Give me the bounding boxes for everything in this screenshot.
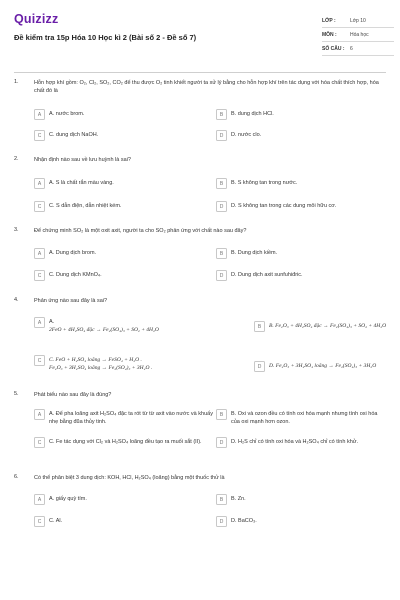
option-letter: B [216,494,227,505]
question-text: Nhận định nào sau về lưu huỳnh là sai? [34,157,131,163]
option-letter: C [34,437,45,448]
option-letter: C [34,130,45,141]
question-number: 5. [14,391,19,397]
meta-value: Lớp 10 [350,17,366,24]
option-a[interactable] [34,317,254,339]
option-text: D. Dung dịch axit sunfuhiđric. [231,272,303,278]
question-number: 6. [14,474,19,480]
question-text: Phát biểu nào sau đây là đúng? [34,392,112,398]
option-letter: A [34,248,45,259]
meta-label: SỐ CÂU : [322,45,345,52]
option-letter: C [34,270,45,281]
option-text: C. dung dịch NaOH. [49,132,99,138]
option-c[interactable] [34,355,254,377]
option-letter: A [34,317,45,328]
document-title: Đề kiểm tra 15p Hóa 10 Học kì 2 (Bài số 2 - Đề số 7) [14,33,197,42]
option-text: B. S không tan trong nước. [231,180,298,186]
option-text: C. Al. [49,518,63,524]
header-divider [14,72,386,73]
meta-value: Hóa học [350,31,369,38]
option-text: D. BaCO₃. [231,518,257,524]
meta-row-subject [322,28,394,42]
option-letter: C [34,201,45,212]
option-letter: A [34,409,45,420]
question-number: 4. [14,297,19,303]
question-text: Để chứng minh SO₂ là một oxit axit, người ta cho SO₂ phản ứng với chất nào sau đây? [34,228,247,234]
meta-row-count [322,42,394,56]
option-text: B. Oxi và ozon đều có tính oxi hóa mạnh nhưng tính oxi hóa của oxi mạnh hơn ozon. [231,411,378,425]
option-text: C. S dẫn điện, dẫn nhiệt kém. [49,203,122,209]
meta-value: 6 [350,45,353,52]
option-letter: A [34,494,45,505]
option-a[interactable] [34,409,214,429]
option-c[interactable] [34,130,98,141]
option-c[interactable] [34,516,62,527]
option-c[interactable] [34,201,121,212]
option-letter: D [254,361,265,372]
option-text: C. FeO + H₂SO₄ loãng → FeSO₄ + H₂O . [49,357,142,363]
question-text: Phản ứng nào sau đây là sai? [34,298,108,304]
option-letter: C [34,516,45,527]
option-letter: A [34,109,45,120]
option-letter: C [34,355,45,366]
option-text: B. Fe₂O₃ + 4H₂SO₄ đặc → Fe₂(SO₄)₃ + SO₂ + 4H₂O [269,323,386,329]
option-text: B. dung dịch HCl. [231,111,274,117]
option-b[interactable] [216,494,246,505]
option-a[interactable] [34,248,96,259]
option-letter: D [216,270,227,281]
option-letter: B [216,409,227,420]
option-text: B. Dung dịch kiềm. [231,250,278,256]
option-text: D. nước clo. [231,132,262,138]
option-b[interactable] [216,248,277,259]
option-text: A. Để pha loãng axit H₂SO₄ đặc ta rót từ từ axit vào nước và khuấy nhẹ bằng đũa thủy tinh. [49,411,213,425]
option-letter: B [254,321,265,332]
option-d[interactable] [216,516,257,527]
option-letter: D [216,201,227,212]
question-number: 1. [14,79,19,85]
option-letter: B [216,109,227,120]
option-a[interactable] [34,178,114,189]
option-b[interactable] [216,409,386,429]
option-b[interactable] [216,178,297,189]
question-text: Hỗn hợp khí gồm: O₂, Cl₂, SO₂, CO₂ để thu được O₂ tinh khiết người ta xử lý bằng cho hỗn hợp khí trên tác dụng với hóa chất thích hợp, hóa chất đó là [34,80,379,94]
option-d[interactable] [216,270,303,281]
option-text: A. Dung dịch brom. [49,250,97,256]
option-d[interactable] [254,361,386,372]
option-text: B. Zn. [231,496,246,502]
option-a[interactable] [34,109,84,120]
option-text: C. Fe tác dụng với Cl₂ và H₂SO₄ loãng đều tạo ra muối sắt (II). [49,439,202,445]
option-d[interactable] [216,437,386,457]
option-text: A. giấy quỳ tím. [49,496,87,502]
option-d[interactable] [216,130,261,141]
option-a[interactable] [34,494,87,505]
option-text: D. S không tan trong các dung môi hữu cơ. [231,203,337,209]
option-text: D. H₂S chỉ có tính oxi hóa và H₂SO₄ chỉ có tính khử. [231,439,358,445]
option-b[interactable] [254,321,386,332]
option-text: C. Dung dịch KMnO₄. [49,272,102,278]
option-text: A. [49,319,55,325]
option-text-block [49,317,159,334]
option-text: D. Fe₂O₃ + 3H₂SO₄ loãng → Fe₂(SO₄)₃ + 3H₂O [269,363,377,369]
option-text: A. S là chất rắn màu vàng. [49,180,114,186]
option-letter: D [216,130,227,141]
question-text: Có thể phân biệt 3 dung dịch: KOH, HCl, H₂SO₄ (loãng) bằng một thuốc thử là [34,475,225,481]
option-d[interactable] [216,201,336,212]
option-text: A. nước brom. [49,111,85,117]
option-equation: 2FeO + 4H₂SO₄ đặc → Fe₂(SO₄)₃ + SO₂ + 4H₂O [49,327,159,333]
question-number: 3. [14,227,19,233]
option-letter: D [216,437,227,448]
meta-row-class [322,14,394,28]
option-c[interactable] [34,437,214,457]
option-letter: D [216,516,227,527]
meta-label: LỚP : [322,17,336,24]
option-letter: B [216,248,227,259]
option-b[interactable] [216,109,274,120]
meta-label: MÔN : [322,31,337,38]
meta-panel [322,14,394,56]
option-letter: B [216,178,227,189]
option-equation: Fe₂O₃ + 3H₂SO₄ loãng → Fe₂(SO₄)₃ + 3H₂O . [49,365,153,371]
question-number: 2. [14,156,19,162]
quizizz-logo: Quizizz [14,12,59,26]
option-text-block [49,355,152,372]
option-letter: A [34,178,45,189]
option-c[interactable] [34,270,102,281]
